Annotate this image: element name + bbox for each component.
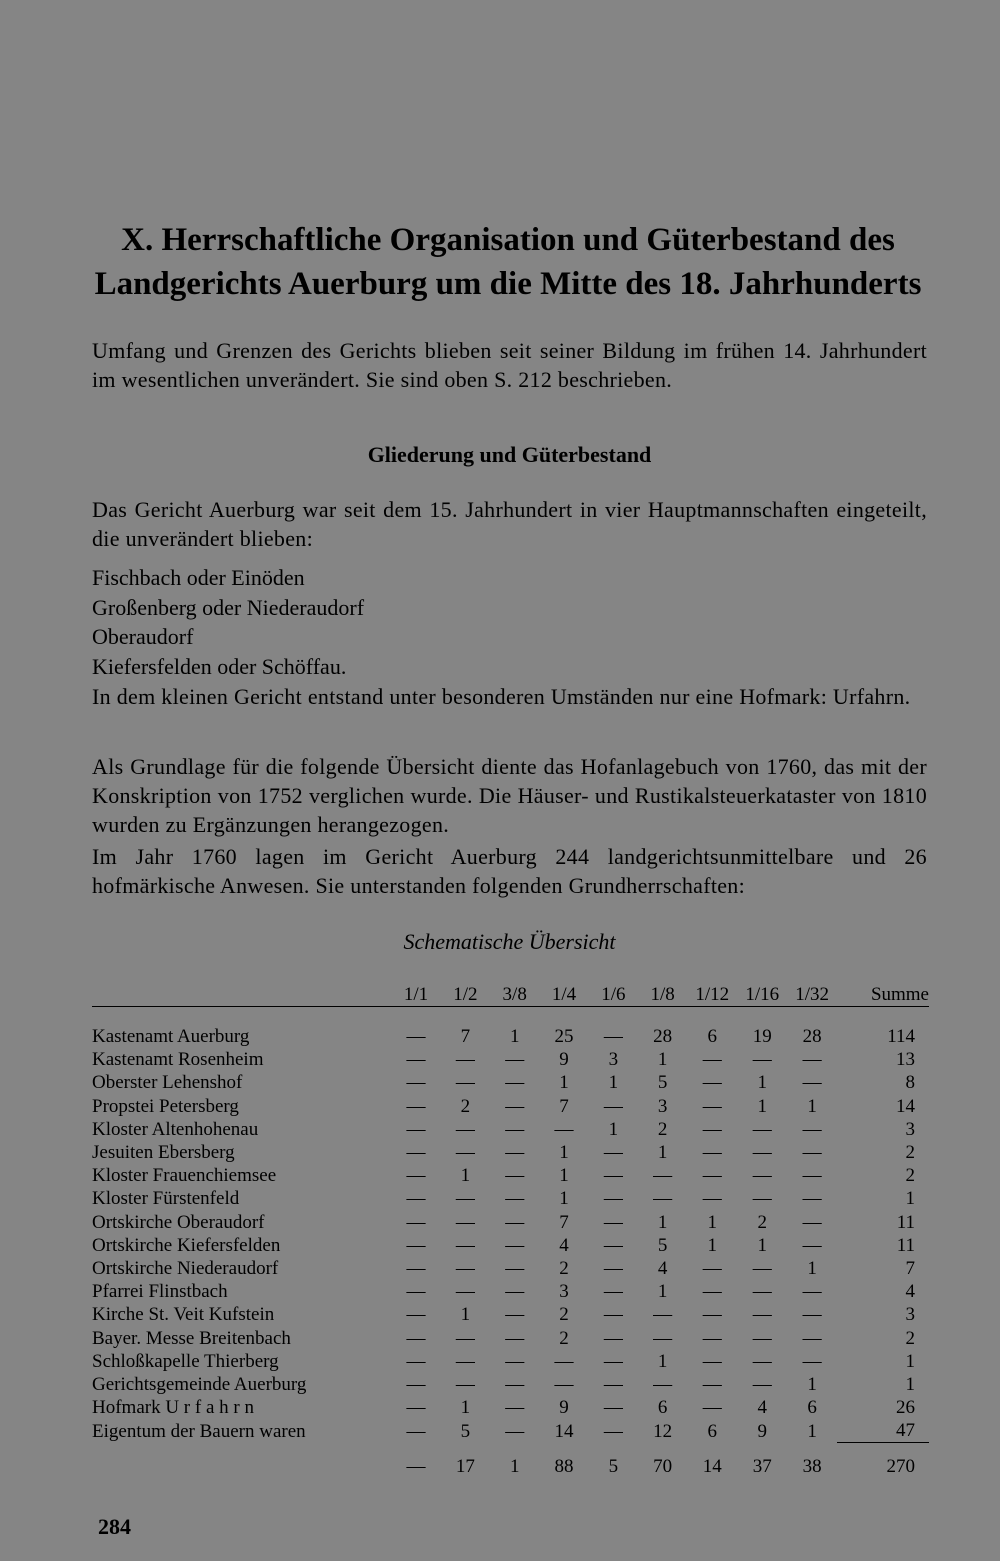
row-name-cell: Kastenamt Auerburg: [92, 1026, 250, 1048]
table-cell: —: [406, 1118, 426, 1140]
column-header: 1/12: [687, 974, 737, 1007]
row-sum-cell: 2: [905, 1327, 915, 1349]
table-cell: 7: [460, 1026, 471, 1048]
table-cell: —: [406, 1211, 426, 1233]
table-cell: 1: [460, 1165, 471, 1187]
table-cell: —: [406, 1350, 426, 1372]
table-cell: 7: [559, 1095, 569, 1117]
table-cell: —: [505, 1420, 525, 1442]
row-name-cell: Kastenamt Rosenheim: [92, 1049, 264, 1071]
table-cell: —: [702, 1118, 722, 1140]
table-cell: —: [455, 1188, 475, 1210]
table-cell: —: [455, 1281, 475, 1303]
table-cell: —: [702, 1188, 722, 1210]
table-cell: —: [455, 1142, 475, 1164]
table-cell: —: [505, 1165, 525, 1187]
table-cell: 19: [752, 1026, 772, 1048]
row-sum-cell: 3: [905, 1118, 915, 1140]
table-cell: 5: [657, 1234, 668, 1256]
table-cell: 14: [554, 1420, 574, 1442]
table-cell: 9: [559, 1397, 569, 1419]
table-cell: —: [752, 1257, 772, 1279]
table-cell: 3: [608, 1049, 619, 1071]
table-cell: —: [752, 1350, 772, 1372]
table-cell: —: [505, 1211, 525, 1233]
table-cell: 1: [509, 1455, 520, 1477]
row-sum-cell: 7: [905, 1257, 915, 1279]
table-cell: —: [702, 1257, 722, 1279]
table-cell: —: [455, 1327, 475, 1349]
table-cell: 2: [559, 1257, 569, 1279]
table-row: [92, 1164, 929, 1187]
table-row: [92, 1257, 929, 1280]
table-cell: —: [702, 1165, 722, 1187]
table-cell: 17: [455, 1455, 475, 1477]
table-cell: —: [603, 1211, 623, 1233]
table-cell: —: [455, 1118, 475, 1140]
row-name-cell: Schloßkapelle Thierberg: [92, 1350, 279, 1372]
row-name-cell: Bayer. Messe Breitenbach: [92, 1327, 291, 1349]
table-cell: —: [752, 1118, 772, 1140]
hofmark-paragraph: In dem kleinen Gericht entstand unter besonderen Umständen nur eine Hofmark: Urfahrn.: [92, 684, 911, 709]
table-cell: —: [406, 1397, 426, 1419]
table-cell: —: [702, 1281, 722, 1303]
column-header-summe: Summe: [837, 974, 929, 1007]
list-item: Fischbach oder Einöden: [92, 565, 305, 590]
table-cell: 6: [707, 1420, 718, 1442]
grand-total-cell: 270: [886, 1455, 915, 1477]
row-sum-cell: 11: [896, 1234, 915, 1256]
table-cell: 1: [509, 1026, 520, 1048]
table-cell: —: [653, 1327, 673, 1349]
table-cell: —: [505, 1188, 525, 1210]
table-cell: —: [505, 1327, 525, 1349]
table-cell: —: [603, 1281, 623, 1303]
table-cell: 1: [657, 1350, 668, 1372]
table-cell: 3: [559, 1281, 569, 1303]
table-cell: —: [406, 1165, 426, 1187]
table-cell: 4: [559, 1234, 569, 1256]
column-header: 1/8: [638, 974, 687, 1007]
schematic-table: [92, 974, 929, 1479]
table-cell: 2: [559, 1327, 569, 1349]
table-cell: —: [802, 1049, 822, 1071]
table-cell: —: [406, 1373, 426, 1395]
table-cell: 28: [653, 1026, 673, 1048]
table-cell: —: [554, 1373, 574, 1395]
table-cell: —: [505, 1095, 525, 1117]
table-cell: 7: [559, 1211, 569, 1233]
table-cell: —: [505, 1142, 525, 1164]
row-sum-cell: 1: [905, 1350, 915, 1372]
section-heading: Gliederung und Güterbestand: [367, 442, 652, 467]
table-row: [92, 1007, 929, 1049]
table-cell: 5: [460, 1420, 471, 1442]
row-name-cell: Kloster Frauenchiemsee: [92, 1165, 277, 1187]
table-caption: Schematische Übersicht: [403, 929, 616, 954]
table-cell: —: [406, 1188, 426, 1210]
table-cell: —: [505, 1373, 525, 1395]
table-row: [92, 1326, 929, 1349]
row-name-cell: Oberster Lehenshof: [92, 1072, 243, 1094]
table-cell: 88: [554, 1455, 574, 1477]
table-cell: 4: [757, 1397, 767, 1419]
table-cell: 1: [608, 1072, 619, 1094]
table-cell: —: [603, 1026, 623, 1048]
table-cell: 1: [608, 1118, 619, 1140]
table-cell: 1: [559, 1188, 569, 1210]
table-cell: —: [505, 1234, 525, 1256]
table-cell: —: [406, 1072, 426, 1094]
row-sum-cell: 26: [896, 1397, 915, 1419]
table-row: [92, 1141, 929, 1164]
table-row: [92, 1118, 929, 1141]
table-cell: 2: [657, 1118, 668, 1140]
chapter-title: [88, 218, 928, 306]
table-row: [92, 1419, 929, 1443]
list-item: Oberaudorf: [92, 624, 194, 649]
row-sum-cell: 4: [905, 1281, 915, 1303]
table-body: [92, 1007, 929, 1480]
table-cell: —: [752, 1142, 772, 1164]
table-cell: 12: [653, 1420, 673, 1442]
table-cell: —: [603, 1188, 623, 1210]
table-cell: 1: [657, 1281, 668, 1303]
row-sum-cell: 2: [905, 1142, 915, 1164]
table-cell: —: [802, 1211, 822, 1233]
row-sum-cell: 1: [905, 1373, 915, 1395]
table-cell: 1: [807, 1373, 817, 1395]
table-cell: 37: [752, 1455, 772, 1477]
row-name-cell: Propstei Petersberg: [92, 1095, 239, 1117]
row-sum-cell: 114: [887, 1026, 915, 1048]
table-cell: —: [702, 1304, 722, 1326]
table-cell: —: [603, 1373, 623, 1395]
table-cell: —: [603, 1257, 623, 1279]
table-cell: —: [802, 1188, 822, 1210]
table-cell: 70: [653, 1455, 673, 1477]
table-cell: 6: [657, 1397, 668, 1419]
table-cell: 1: [559, 1072, 569, 1094]
column-header: 1/16: [737, 974, 787, 1007]
table-cell: —: [802, 1304, 822, 1326]
table-cell: —: [752, 1165, 772, 1187]
column-header-name: [92, 974, 391, 1007]
table-cell: —: [603, 1304, 623, 1326]
row-name-cell: Ortskirche Oberaudorf: [92, 1211, 265, 1233]
table-cell: —: [752, 1327, 772, 1349]
table-cell: —: [702, 1373, 722, 1395]
table-cell: —: [603, 1327, 623, 1349]
row-name-cell: Ortskirche Kiefersfelden: [92, 1234, 281, 1256]
table-cell: —: [455, 1350, 475, 1372]
table-cell: —: [653, 1165, 673, 1187]
table-header-row: [92, 974, 929, 1007]
table-cell: —: [702, 1072, 722, 1094]
row-sum-cell: 13: [896, 1049, 915, 1071]
table-cell: 1: [757, 1234, 767, 1256]
table-row: [92, 1048, 929, 1071]
row-name-cell: Hofmark U r f a h r n: [92, 1397, 254, 1419]
table-cell: 1: [657, 1211, 668, 1233]
page-number: 284: [98, 1514, 131, 1539]
table-cell: —: [406, 1049, 426, 1071]
chapter-title-line-1: X. Herrschaftliche Organisation und Güterbestand des: [121, 222, 895, 258]
table-total-row: [92, 1443, 929, 1480]
column-header: 1/32: [787, 974, 837, 1007]
table-cell: —: [406, 1234, 426, 1256]
table-cell: 14: [702, 1455, 722, 1477]
table-cell: —: [802, 1072, 822, 1094]
table-cell: 2: [460, 1095, 471, 1117]
table-cell: 1: [707, 1234, 718, 1256]
table-cell: —: [455, 1049, 475, 1071]
row-sum-cell: 1: [905, 1188, 915, 1210]
table-cell: —: [505, 1257, 525, 1279]
table-cell: 2: [757, 1211, 767, 1233]
table-cell: 28: [802, 1026, 822, 1048]
column-header: 1/6: [589, 974, 638, 1007]
table-row: [92, 1187, 929, 1210]
row-sum-cell: 11: [896, 1211, 915, 1233]
table-cell: —: [603, 1420, 623, 1442]
table-row: [92, 1071, 929, 1094]
table-cell: —: [406, 1455, 426, 1477]
grundlage-paragraph: Als Grundlage für die folgende Übersicht diente das Hofanlagebuch von 1760, das mit der Konskription von 1752 verglichen wurde. Die Häuser- und Rustikalsteuerkataster von 1810 wurden zu Ergänzungen herangezogen.: [92, 754, 927, 837]
chapter-title-line-2: Landgerichts Auerburg um die Mitte des 18. Jahrhunderts: [94, 266, 922, 302]
table-cell: —: [406, 1257, 426, 1279]
table-cell: —: [505, 1281, 525, 1303]
table-cell: —: [603, 1165, 623, 1187]
table-cell: 5: [608, 1455, 619, 1477]
table-cell: —: [653, 1304, 673, 1326]
table-cell: 1: [807, 1095, 817, 1117]
table-cell: 1: [707, 1211, 718, 1233]
table-cell: 25: [554, 1026, 574, 1048]
table-row: [92, 1373, 929, 1396]
table-cell: —: [603, 1234, 623, 1256]
row-sum-cell: 3: [905, 1304, 915, 1326]
table-cell: 1: [807, 1257, 817, 1279]
table-cell: 38: [802, 1455, 822, 1477]
table-cell: 1: [460, 1304, 471, 1326]
table-cell: —: [505, 1072, 525, 1094]
table-cell: —: [455, 1257, 475, 1279]
table-row: [92, 1396, 929, 1419]
table-cell: 1: [757, 1072, 767, 1094]
table-cell: —: [752, 1188, 772, 1210]
table-cell: —: [752, 1049, 772, 1071]
table-cell: —: [455, 1211, 475, 1233]
row-name-cell: Kloster Altenhohenau: [92, 1118, 259, 1140]
column-header: 3/8: [490, 974, 539, 1007]
table-cell: 9: [559, 1049, 569, 1071]
table-cell: —: [406, 1095, 426, 1117]
table-cell: —: [802, 1327, 822, 1349]
table-cell: 6: [707, 1026, 718, 1048]
row-sum-cell: 14: [896, 1095, 915, 1117]
table-row: [92, 1095, 929, 1118]
table-cell: —: [702, 1142, 722, 1164]
hauptmannschaften-list: [92, 563, 927, 681]
total-label-cell: [92, 1443, 391, 1480]
table-cell: 1: [757, 1095, 767, 1117]
table-row: [92, 1211, 929, 1234]
table-cell: —: [702, 1049, 722, 1071]
table-cell: —: [505, 1304, 525, 1326]
table-cell: —: [603, 1142, 623, 1164]
column-header: 1/4: [539, 974, 588, 1007]
table-cell: —: [802, 1350, 822, 1372]
table-cell: 1: [657, 1049, 668, 1071]
table-cell: —: [505, 1118, 525, 1140]
table-cell: —: [702, 1397, 722, 1419]
table-cell: —: [455, 1234, 475, 1256]
table-cell: —: [505, 1397, 525, 1419]
table-cell: —: [752, 1281, 772, 1303]
jahr-paragraph: Im Jahr 1760 lagen im Gericht Auerburg 244 landgerichtsunmittelbare und 26 hofmärkische Anwesen. Sie unterstanden folgenden Grundherrschaften:: [92, 844, 927, 898]
table-cell: 1: [657, 1142, 668, 1164]
row-name-cell: Jesuiten Ebersberg: [92, 1142, 235, 1164]
table-cell: —: [802, 1234, 822, 1256]
row-sum-cell: 8: [905, 1072, 915, 1094]
table-cell: —: [554, 1350, 574, 1372]
table-cell: 1: [559, 1165, 569, 1187]
table-cell: —: [406, 1304, 426, 1326]
list-item: Kiefersfelden oder Schöffau.: [92, 653, 347, 679]
table-cell: —: [653, 1188, 673, 1210]
column-header: 1/1: [391, 974, 440, 1007]
table-cell: —: [802, 1142, 822, 1164]
table-cell: —: [702, 1327, 722, 1349]
intro-paragraph: Umfang und Grenzen des Gerichts blieben seit seiner Bildung im frühen 14. Jahrhundert im wesentlichen unverändert. Sie sind oben S. 212 beschrieben.: [92, 338, 927, 392]
table-cell: —: [653, 1373, 673, 1395]
table-cell: —: [603, 1397, 623, 1419]
table-cell: 2: [559, 1304, 569, 1326]
row-name-cell: Gerichtsgemeinde Auerburg: [92, 1373, 307, 1395]
table-cell: —: [406, 1281, 426, 1303]
column-header: 1/2: [441, 974, 490, 1007]
table-cell: 5: [657, 1072, 668, 1094]
table-cell: —: [603, 1095, 623, 1117]
table-cell: —: [702, 1350, 722, 1372]
table-row: [92, 1303, 929, 1326]
table-row: [92, 1234, 929, 1257]
row-sum-cell: 47: [837, 1419, 929, 1443]
table-row: [92, 1280, 929, 1303]
table-cell: 1: [460, 1397, 471, 1419]
table-cell: —: [406, 1327, 426, 1349]
table-cell: —: [802, 1118, 822, 1140]
table-cell: —: [505, 1350, 525, 1372]
table-cell: 9: [757, 1420, 767, 1442]
table-cell: 4: [657, 1257, 668, 1279]
table-cell: —: [455, 1072, 475, 1094]
table-cell: —: [752, 1373, 772, 1395]
table-cell: —: [802, 1281, 822, 1303]
table-cell: —: [406, 1142, 426, 1164]
row-name-cell: Kloster Fürstenfeld: [92, 1188, 240, 1210]
table-cell: 3: [657, 1095, 668, 1117]
table-cell: —: [802, 1165, 822, 1187]
table-cell: —: [702, 1095, 722, 1117]
hauptmannschaften-paragraph: Das Gericht Auerburg war seit dem 15. Jahrhundert in vier Hauptmannschaften eingeteilt, die unverändert blieben:: [92, 497, 927, 551]
table-cell: 1: [559, 1142, 569, 1164]
row-name-cell: Eigentum der Bauern waren: [92, 1420, 306, 1442]
table-cell: —: [455, 1373, 475, 1395]
row-name-cell: Kirche St. Veit Kufstein: [92, 1304, 275, 1326]
row-sum-cell: 2: [905, 1165, 915, 1187]
table-cell: —: [406, 1420, 426, 1442]
table-cell: —: [752, 1304, 772, 1326]
list-item: Großenberg oder Niederaudorf: [92, 594, 365, 620]
table-cell: —: [505, 1049, 525, 1071]
table-row: [92, 1350, 929, 1373]
row-name-cell: Pfarrei Flinstbach: [92, 1281, 228, 1303]
table-cell: —: [406, 1026, 426, 1048]
table-cell: —: [603, 1350, 623, 1372]
table-cell: 1: [807, 1420, 817, 1442]
table-cell: —: [554, 1118, 574, 1140]
row-name-cell: Ortskirche Niederaudorf: [92, 1257, 279, 1279]
table-cell: 6: [807, 1397, 817, 1419]
